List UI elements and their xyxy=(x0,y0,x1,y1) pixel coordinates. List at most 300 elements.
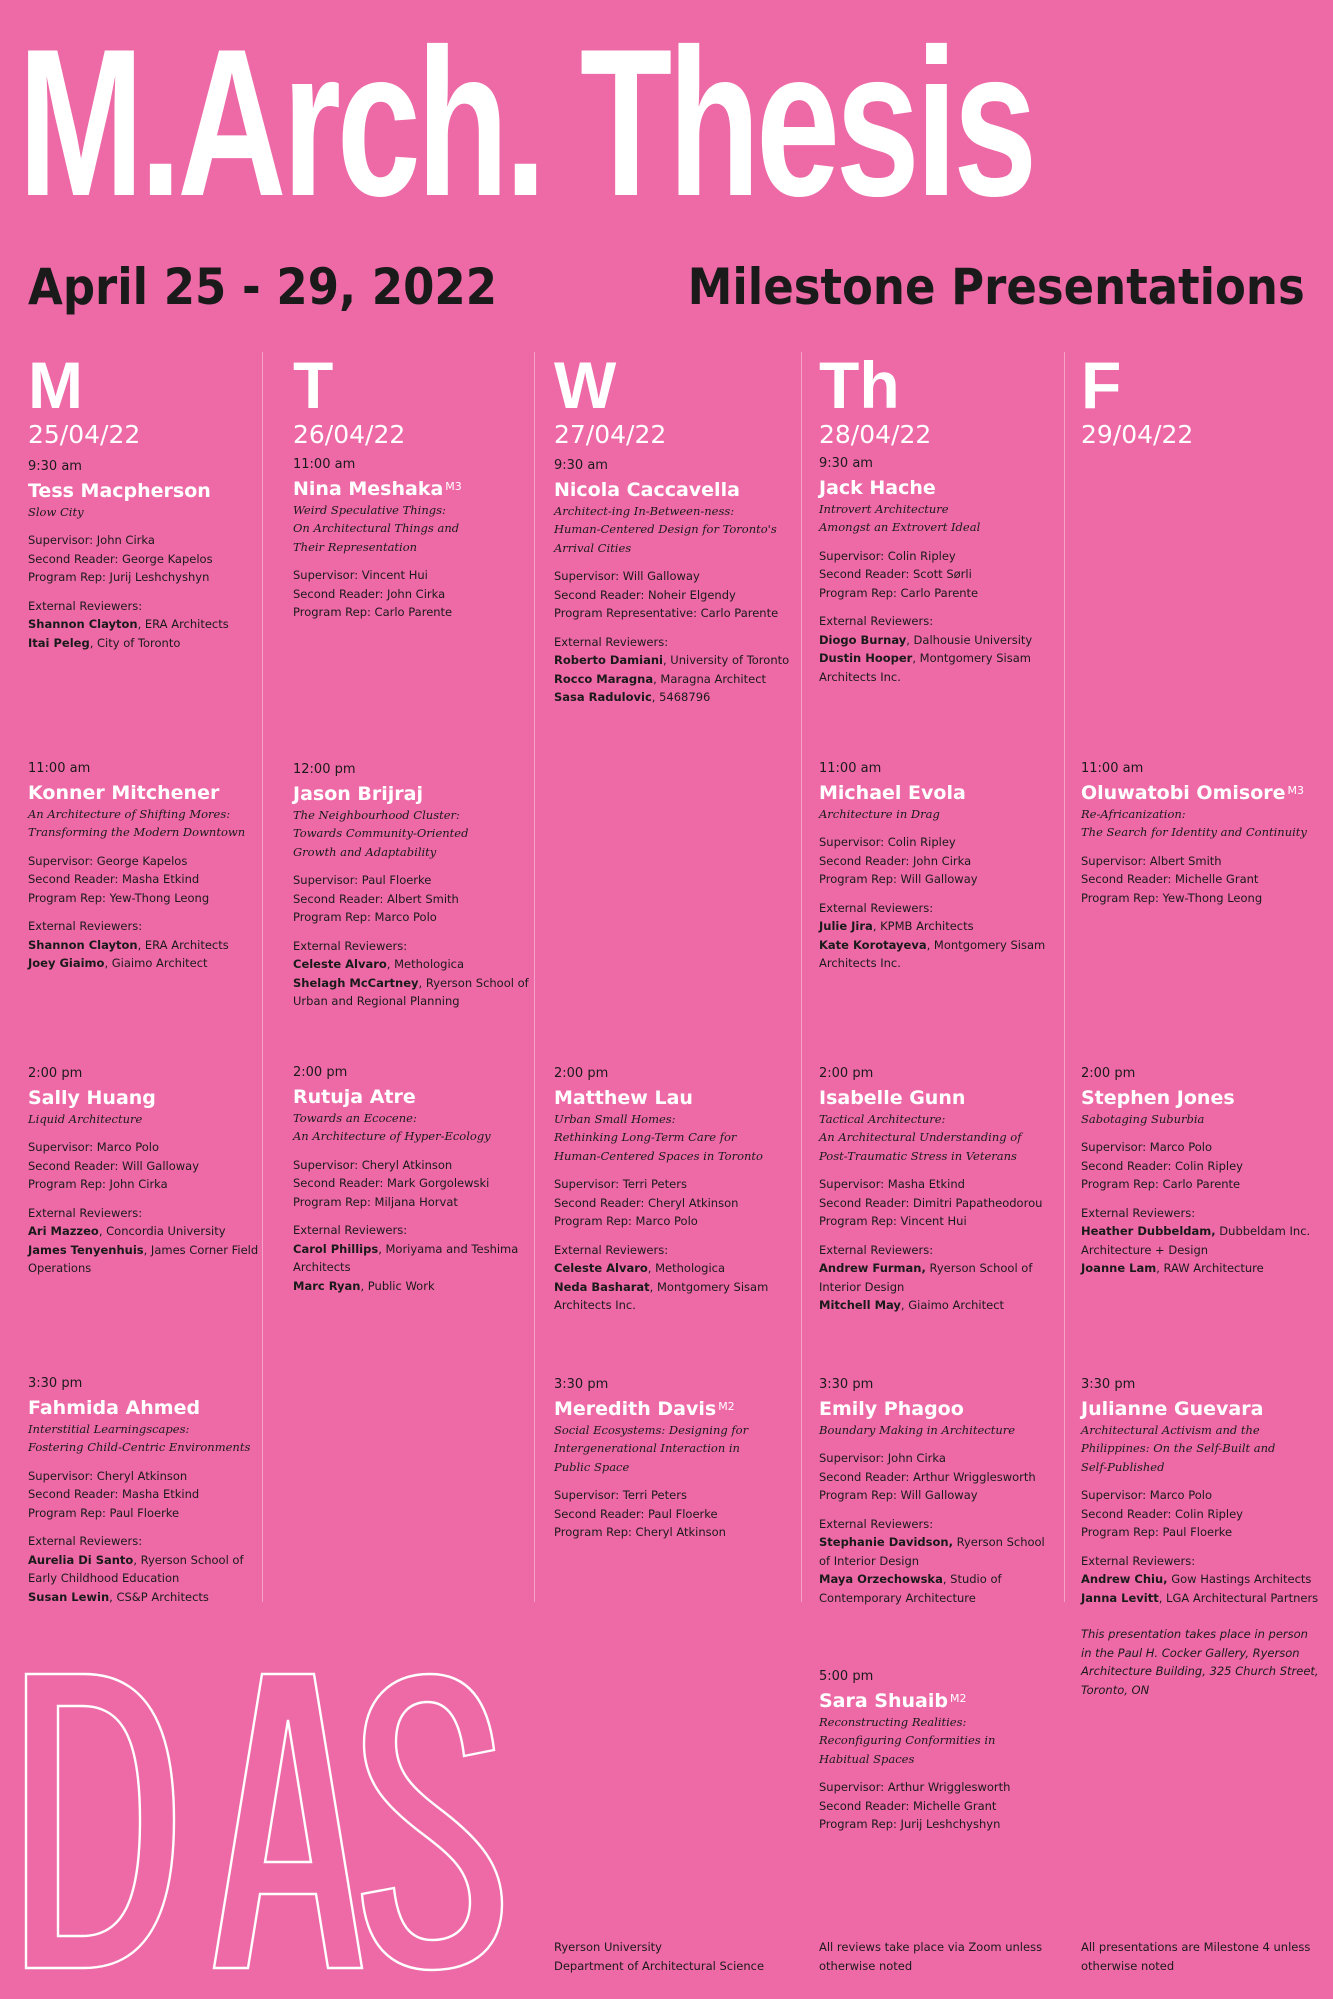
reviewer-affiliation: , Moriyama and Teshima Architects xyxy=(293,1241,519,1274)
external-reviewers-label: External Reviewers: xyxy=(554,634,669,649)
footer-zoom-note xyxy=(819,1938,1054,1975)
committee-member: Second Reader: Dimitri Papatheodorou xyxy=(819,1195,1043,1210)
day-letter: Th xyxy=(819,348,900,422)
reviewer-affiliation: , Giaimo Architect xyxy=(104,956,208,970)
external-reviewers-label: External Reviewers: xyxy=(28,919,143,933)
presenter-name xyxy=(293,477,533,501)
external-reviewer xyxy=(28,1551,268,1588)
presenter-name xyxy=(819,781,1059,805)
committee-member: Program Representative: Carlo Parente xyxy=(554,606,779,620)
committee-member: Supervisor: Marco Polo xyxy=(28,1140,160,1154)
committee-member: Program Rep: Jurij Leshchyshyn xyxy=(819,1817,1001,1831)
das-logo xyxy=(24,1672,504,1972)
reviewer-affiliation: , 5468796 xyxy=(651,690,711,704)
reviewer-name: Mitchell May xyxy=(819,1298,901,1312)
committee-list xyxy=(293,871,533,927)
presenter-name-text: Tess Macpherson xyxy=(28,479,211,502)
presenter-name xyxy=(554,1086,794,1110)
committee-list xyxy=(819,547,1059,603)
presentation-entry xyxy=(1081,760,1321,907)
committee-member: Second Reader: George Kapelos xyxy=(28,551,213,566)
presentation-entry xyxy=(554,1065,794,1315)
presenter-name-text: Fahmida Ahmed xyxy=(28,1396,201,1419)
thesis-title-line: Urban Small Homes: xyxy=(554,1111,676,1126)
presenter-name-text: Isabelle Gunn xyxy=(819,1086,966,1109)
presenter-name xyxy=(819,476,1059,500)
committee-member: Supervisor: Albert Smith xyxy=(1081,853,1222,868)
presentation-entry xyxy=(293,456,533,622)
thesis-title-line: Interstitial Learningscapes: xyxy=(28,1421,190,1436)
external-reviewer xyxy=(28,634,268,653)
thesis-title-line: Habitual Spaces xyxy=(819,1751,915,1766)
thesis-title-line: Slow City xyxy=(28,504,84,519)
external-reviewer xyxy=(28,615,268,634)
presenter-name-text: Matthew Lau xyxy=(554,1086,693,1109)
presentation-entry xyxy=(28,760,268,973)
reviewer-name: Neda Basharat xyxy=(554,1279,650,1294)
thesis-title xyxy=(819,1110,1059,1166)
external-reviewer xyxy=(28,936,268,955)
reviewer-affiliation: , ERA Architects xyxy=(137,937,229,952)
thesis-title-line: Intergenerational Interaction in xyxy=(554,1441,740,1455)
reviewer-affiliation: , City of Toronto xyxy=(89,635,181,650)
committee-member: Program Rep: Will Galloway xyxy=(819,872,978,886)
time-slot: 12:00 pm xyxy=(293,762,356,777)
thesis-title-line: Architecture in Drag xyxy=(819,806,940,821)
external-reviewers-label: External Reviewers: xyxy=(28,1205,143,1220)
time-slot: 3:30 pm xyxy=(28,1376,83,1391)
committee-list xyxy=(28,531,268,587)
thesis-title-line: An Architecture of Hyper-Ecology xyxy=(293,1129,491,1143)
committee-list xyxy=(28,1138,268,1194)
committee-member: Supervisor: Cheryl Atkinson xyxy=(28,1468,188,1483)
reviewer-name: Shelagh McCartney xyxy=(293,975,419,990)
presentation-entry xyxy=(1081,1376,1321,1699)
presenter-name xyxy=(293,1085,533,1109)
external-reviewers xyxy=(1081,1204,1321,1278)
committee-member: Program Rep: John Cirka xyxy=(28,1177,168,1191)
thesis-title xyxy=(1081,1421,1321,1477)
reviewer-affiliation: , RAW Architecture xyxy=(1156,1261,1264,1275)
committee-member: Supervisor: George Kapelos xyxy=(28,853,188,868)
thesis-title-line: Human-Centered Spaces in Toronto xyxy=(554,1148,763,1163)
external-reviewers-label: External Reviewers: xyxy=(293,938,408,953)
committee-member: Supervisor: Terri Peters xyxy=(554,1488,687,1502)
thesis-title-line: Liquid Architecture xyxy=(28,1111,143,1126)
reviewer-name: Julie Jira xyxy=(819,919,873,933)
external-reviewers-label: External Reviewers: xyxy=(1081,1205,1196,1220)
presentation-entry xyxy=(293,1064,533,1295)
event-subtitle: Milestone Presentations xyxy=(687,258,1305,316)
external-reviewer xyxy=(554,1259,794,1278)
external-reviewers-label: External Reviewers: xyxy=(1081,1553,1196,1568)
committee-member: Supervisor: Colin Ripley xyxy=(819,548,956,563)
external-reviewer xyxy=(1081,1589,1321,1608)
thesis-title xyxy=(28,503,268,522)
presentation-entry xyxy=(819,455,1059,686)
external-reviewers xyxy=(293,937,533,1011)
external-reviewers-label: External Reviewers: xyxy=(819,900,934,915)
external-reviewers-label: External Reviewers: xyxy=(28,598,143,613)
reviewer-affiliation: , Giaimo Architect xyxy=(900,1298,1005,1312)
reviewer-name: Aurelia Di Santo xyxy=(28,1552,134,1567)
committee-member: Second Reader: Colin Ripley xyxy=(1081,1158,1243,1173)
thesis-title xyxy=(28,1110,268,1129)
presenter-name xyxy=(819,1689,1059,1713)
committee-member: Program Rep: Paul Floerke xyxy=(28,1505,180,1520)
external-reviewer xyxy=(1081,1259,1321,1278)
time-slot: 11:00 am xyxy=(28,761,91,776)
reviewer-name: Dustin Hooper xyxy=(819,651,913,665)
presenter-name xyxy=(819,1397,1059,1421)
thesis-title-line: Tactical Architecture: xyxy=(819,1111,946,1126)
external-reviewer xyxy=(293,1240,533,1277)
reviewer-name: Susan Lewin xyxy=(28,1589,110,1604)
reviewer-name: Marc Ryan xyxy=(293,1278,361,1293)
external-reviewer xyxy=(28,1588,268,1607)
reviewer-affiliation: , Maragna Architect xyxy=(653,671,767,686)
external-reviewer xyxy=(819,1533,1059,1570)
reviewer-name: Janna Levitt xyxy=(1081,1590,1159,1605)
day-letter: T xyxy=(293,348,334,422)
thesis-title xyxy=(28,1420,268,1457)
external-reviewer xyxy=(28,954,268,973)
time-slot: 9:30 am xyxy=(819,456,873,471)
reviewer-name: Joey Giaimo xyxy=(28,956,105,970)
external-reviewers-label: External Reviewers: xyxy=(819,1516,934,1531)
presenter-name xyxy=(28,781,268,805)
reviewer-name: Shannon Clayton xyxy=(28,937,138,952)
presenter-name-text: Julianne Guevara xyxy=(1081,1397,1264,1420)
thesis-title-line: Social Ecosystems: Designing for xyxy=(554,1422,749,1437)
presenter-name-text: Meredith Davis xyxy=(554,1397,717,1420)
thesis-title-line: Towards Community-Oriented xyxy=(293,826,469,840)
reviewer-name: Joanne Lam xyxy=(1081,1261,1157,1275)
reviewer-affiliation: , University of Toronto xyxy=(662,653,790,667)
time-slot: 11:00 am xyxy=(293,457,356,472)
committee-member: Second Reader: Michelle Grant xyxy=(1081,872,1259,886)
time-slot: 9:30 am xyxy=(554,458,608,473)
presenter-name-text: Konner Mitchener xyxy=(28,781,220,804)
presentation-entry xyxy=(28,458,268,652)
reviewer-affiliation: , Ryerson School of Urban and Regional Planning xyxy=(293,975,529,1008)
committee-member: Program Rep: Jurij Leshchyshyn xyxy=(28,570,210,584)
thesis-title-line: Growth and Adaptability xyxy=(293,844,437,859)
milestone-badge: M2 xyxy=(949,1691,967,1705)
external-reviewers xyxy=(819,1241,1059,1315)
footer-line: Department of Architectural Science xyxy=(554,1958,765,1973)
thesis-title-line: Architectural Activism and the xyxy=(1081,1422,1260,1437)
thesis-title-line: Reconstructing Realities: xyxy=(819,1714,967,1729)
committee-member: Supervisor: Colin Ripley xyxy=(819,835,956,849)
committee-member: Program Rep: Marco Polo xyxy=(554,1214,698,1228)
reviewer-name: Ari Mazzeo xyxy=(28,1224,99,1238)
day-date: 27/04/22 xyxy=(554,420,667,449)
reviewer-affiliation: , CS&P Architects xyxy=(109,1589,209,1604)
presentation-entry xyxy=(819,1668,1059,1834)
committee-member: Program Rep: Carlo Parente xyxy=(819,585,979,600)
presenter-name xyxy=(28,1086,268,1110)
committee-list xyxy=(554,567,794,623)
external-reviewers xyxy=(28,1204,268,1278)
external-reviewers xyxy=(28,1532,268,1606)
thesis-title xyxy=(293,1109,533,1146)
reviewer-affiliation: Ryerson School of Interior Design xyxy=(819,1535,1045,1568)
external-reviewers-label: External Reviewers: xyxy=(28,1534,143,1548)
thesis-title-line: Public Space xyxy=(554,1459,630,1474)
external-reviewers-label: External Reviewers: xyxy=(293,1223,408,1237)
committee-list xyxy=(819,1778,1059,1834)
presenter-name-text: Sara Shuaib xyxy=(819,1689,948,1712)
thesis-title xyxy=(554,1421,794,1477)
external-reviewers-label: External Reviewers: xyxy=(819,614,934,628)
day-letter: M xyxy=(28,348,83,422)
external-reviewer xyxy=(28,1241,268,1278)
presentation-entry xyxy=(28,1065,268,1278)
presenter-name xyxy=(293,782,533,806)
column-divider xyxy=(801,352,802,1602)
time-slot: 2:00 pm xyxy=(1081,1066,1136,1081)
committee-list xyxy=(819,1449,1059,1505)
presenter-name xyxy=(1081,1397,1321,1421)
committee-member: Program Rep: Yew-Thong Leong xyxy=(28,890,210,905)
committee-member: Supervisor: Cheryl Atkinson xyxy=(293,1157,453,1172)
presentation-entry xyxy=(554,1376,794,1542)
thesis-title-line: Transforming the Modern Downtown xyxy=(28,825,246,839)
committee-member: Supervisor: Terri Peters xyxy=(554,1177,687,1191)
presenter-name-text: Michael Evola xyxy=(819,781,966,804)
time-slot: 3:30 pm xyxy=(819,1377,874,1392)
page-title: M.Arch. Thesis xyxy=(18,5,1033,240)
external-reviewer xyxy=(554,1278,794,1315)
committee-member: Second Reader: Scott Sørli xyxy=(819,567,972,581)
day-header-wednesday xyxy=(554,348,789,449)
reviewer-affiliation: Dubbeldam Inc. Architecture + Design xyxy=(1081,1224,1311,1257)
reviewer-name: Andrew Chiu, xyxy=(1081,1572,1168,1586)
committee-list xyxy=(1081,1486,1321,1542)
presenter-name-text: Jack Hache xyxy=(819,476,936,499)
presenter-name xyxy=(1081,1086,1321,1110)
committee-member: Supervisor: John Cirka xyxy=(28,533,155,547)
footer-line: All reviews take place via Zoom unless otherwise noted xyxy=(819,1940,1043,1973)
committee-list xyxy=(28,1467,268,1523)
external-reviewer xyxy=(1081,1570,1321,1589)
presenter-name-text: Stephen Jones xyxy=(1081,1086,1235,1109)
reviewer-name: Itai Peleg xyxy=(28,635,90,650)
thesis-title-line: Human-Centered Design for Toronto's xyxy=(554,522,777,536)
reviewer-name: Andrew Furman, xyxy=(819,1261,926,1275)
thesis-title xyxy=(293,806,533,862)
committee-member: Supervisor: Vincent Hui xyxy=(293,568,428,582)
reviewer-name: Heather Dubbeldam, xyxy=(1081,1224,1216,1238)
external-reviewers xyxy=(819,899,1059,973)
external-reviewer xyxy=(554,688,794,707)
day-header-monday xyxy=(28,348,263,449)
reviewer-name: Sasa Radulovic xyxy=(554,690,652,704)
event-dates: April 25 - 29, 2022 xyxy=(28,258,498,316)
column-divider xyxy=(534,352,535,1602)
reviewer-name: Maya Orzechowska xyxy=(819,1572,943,1586)
time-slot: 2:00 pm xyxy=(293,1065,348,1080)
external-reviewers xyxy=(554,633,794,707)
footer-university xyxy=(554,1938,789,1975)
presenter-name-text: Nicola Caccavella xyxy=(554,478,740,501)
thesis-title xyxy=(554,1110,794,1166)
day-date: 29/04/22 xyxy=(1081,420,1194,449)
reviewer-name: Carol Phillips xyxy=(293,1241,379,1256)
committee-member: Second Reader: Masha Etkind xyxy=(28,872,200,886)
thesis-title-line: Fostering Child-Centric Environments xyxy=(28,1440,251,1454)
committee-list xyxy=(819,833,1059,889)
committee-list xyxy=(28,852,268,908)
day-header-tuesday xyxy=(293,348,528,449)
thesis-title-line: Weird Speculative Things: xyxy=(293,502,446,517)
committee-member: Program Rep: Carlo Parente xyxy=(1081,1177,1241,1191)
presenter-name xyxy=(554,478,794,502)
thesis-title-line: Post-Traumatic Stress in Veterans xyxy=(819,1148,1017,1163)
reviewer-name: Roberto Damiani xyxy=(554,653,663,667)
external-reviewer xyxy=(819,1296,1059,1315)
committee-list xyxy=(554,1486,794,1542)
day-letter: F xyxy=(1081,348,1122,422)
presentation-entry xyxy=(819,1065,1059,1315)
day-date: 28/04/22 xyxy=(819,420,932,449)
external-reviewer xyxy=(819,1259,1059,1296)
external-reviewer xyxy=(819,631,1059,650)
reviewer-affiliation: , Dalhousie University xyxy=(906,632,1033,647)
presenter-name xyxy=(28,479,268,503)
reviewer-affiliation: Gow Hastings Architects xyxy=(1167,1572,1312,1586)
milestone-badge: M3 xyxy=(1287,783,1305,797)
committee-member: Second Reader: Noheir Elgendy xyxy=(554,587,736,602)
presentation-entry xyxy=(819,760,1059,973)
thesis-title xyxy=(819,500,1059,537)
thesis-title xyxy=(819,1421,1059,1440)
thesis-title-line: The Neighbourhood Cluster: xyxy=(293,807,460,822)
committee-member: Second Reader: Albert Smith xyxy=(293,891,459,906)
committee-member: Second Reader: Masha Etkind xyxy=(28,1487,200,1501)
footer-line: All presentations are Milestone 4 unless otherwise noted xyxy=(1081,1940,1311,1973)
thesis-title xyxy=(819,805,1059,824)
presenter-name-text: Emily Phagoo xyxy=(819,1397,964,1420)
thesis-title xyxy=(819,1713,1059,1769)
thesis-title-line: Amongst an Extrovert Ideal xyxy=(819,520,981,534)
reviewer-affiliation: , Montgomery Sisam Architects Inc. xyxy=(819,937,1046,970)
time-slot: 2:00 pm xyxy=(28,1066,83,1081)
reviewer-affiliation: , KPMB Architects xyxy=(872,919,974,933)
thesis-title-line: Self-Published xyxy=(1081,1459,1165,1474)
presenter-name-text: Sally Huang xyxy=(28,1086,156,1109)
external-reviewers xyxy=(554,1241,794,1315)
thesis-title-line: Re-Africanization: xyxy=(1081,806,1186,821)
committee-list xyxy=(1081,852,1321,908)
thesis-title-line: An Architecture of Shifting Mores: xyxy=(28,806,231,821)
committee-list xyxy=(554,1175,794,1231)
external-reviewer xyxy=(819,917,1059,936)
thesis-title xyxy=(28,805,268,842)
thesis-title-line: Philippines: On the Self-Built and xyxy=(1081,1441,1276,1455)
thesis-title-line: Their Representation xyxy=(293,539,418,554)
external-reviewers xyxy=(819,612,1059,686)
committee-list xyxy=(819,1175,1059,1231)
day-header-thursday xyxy=(819,348,1054,449)
committee-list xyxy=(293,566,533,622)
thesis-title-line: Introvert Architecture xyxy=(819,501,949,516)
reviewer-affiliation: , Montgomery Sisam Architects Inc. xyxy=(819,651,1031,684)
external-reviewers xyxy=(1081,1552,1321,1608)
reviewer-affiliation: , Concordia University xyxy=(98,1224,226,1238)
time-slot: 2:00 pm xyxy=(819,1066,874,1081)
day-letter: W xyxy=(554,348,617,422)
external-reviewers xyxy=(293,1221,533,1295)
external-reviewer xyxy=(819,936,1059,973)
committee-member: Program Rep: Will Galloway xyxy=(819,1488,978,1502)
committee-member: Second Reader: Colin Ripley xyxy=(1081,1506,1243,1521)
external-reviewer xyxy=(293,1277,533,1296)
committee-list xyxy=(293,1156,533,1212)
reviewer-affiliation: , Studio of Contemporary Architecture xyxy=(819,1572,1002,1605)
presentation-entry xyxy=(293,761,533,1011)
external-reviewer xyxy=(1081,1222,1321,1259)
presentation-entry xyxy=(819,1376,1059,1607)
time-slot: 5:00 pm xyxy=(819,1669,874,1684)
committee-member: Supervisor: Arthur Wrigglesworth xyxy=(819,1780,1011,1794)
thesis-title xyxy=(293,501,533,557)
external-reviewers-label: External Reviewers: xyxy=(554,1242,669,1257)
external-reviewer xyxy=(28,1222,268,1241)
time-slot: 3:30 pm xyxy=(554,1377,609,1392)
reviewer-name: James Tenyenhuis xyxy=(28,1242,144,1257)
committee-member: Program Rep: Yew-Thong Leong xyxy=(1081,890,1263,905)
reviewer-affiliation: , Ryerson School of Early Childhood Education xyxy=(28,1552,244,1585)
external-reviewer xyxy=(819,649,1059,686)
thesis-title-line: An Architectural Understanding of xyxy=(819,1130,1022,1144)
milestone-badge: M2 xyxy=(718,1399,735,1413)
external-reviewers xyxy=(28,917,268,973)
footer-line: Ryerson University xyxy=(554,1940,662,1954)
time-slot: 3:30 pm xyxy=(1081,1377,1136,1392)
day-date: 25/04/22 xyxy=(28,420,141,449)
time-slot: 11:00 am xyxy=(819,761,882,776)
committee-member: Supervisor: Will Galloway xyxy=(554,569,700,583)
thesis-title-line: Rethinking Long-Term Care for xyxy=(554,1130,737,1144)
presentation-entry xyxy=(554,457,794,707)
thesis-title-line: The Search for Identity and Continuity xyxy=(1081,825,1307,839)
reviewer-name: Kate Korotayeva xyxy=(819,937,927,952)
time-slot: 11:00 am xyxy=(1081,761,1144,776)
presentation-entry xyxy=(1081,1065,1321,1278)
reviewer-affiliation: , Public Work xyxy=(360,1278,435,1293)
reviewer-name: Celeste Alvaro xyxy=(554,1261,648,1275)
external-reviewer xyxy=(554,651,794,670)
presenter-name xyxy=(28,1396,268,1420)
committee-member: Second Reader: Cheryl Atkinson xyxy=(554,1195,739,1210)
committee-member: Second Reader: Will Galloway xyxy=(28,1158,200,1173)
thesis-title-line: Towards an Ecocene: xyxy=(293,1110,417,1125)
reviewer-affiliation: , LGA Architectural Partners xyxy=(1158,1590,1319,1605)
thesis-title xyxy=(1081,1110,1321,1129)
thesis-title-line: Boundary Making in Architecture xyxy=(819,1422,1016,1437)
day-date: 26/04/22 xyxy=(293,420,406,449)
presenter-name-text: Nina Meshaka xyxy=(293,477,444,500)
reviewer-affiliation: , Montgomery Sisam Architects Inc. xyxy=(554,1279,769,1312)
external-reviewer xyxy=(554,670,794,689)
time-slot: 2:00 pm xyxy=(554,1066,609,1081)
reviewer-name: Diogo Burnay xyxy=(819,632,907,647)
committee-member: Second Reader: Michelle Grant xyxy=(819,1798,997,1813)
thesis-title xyxy=(554,502,794,558)
committee-member: Supervisor: Masha Etkind xyxy=(819,1177,965,1191)
